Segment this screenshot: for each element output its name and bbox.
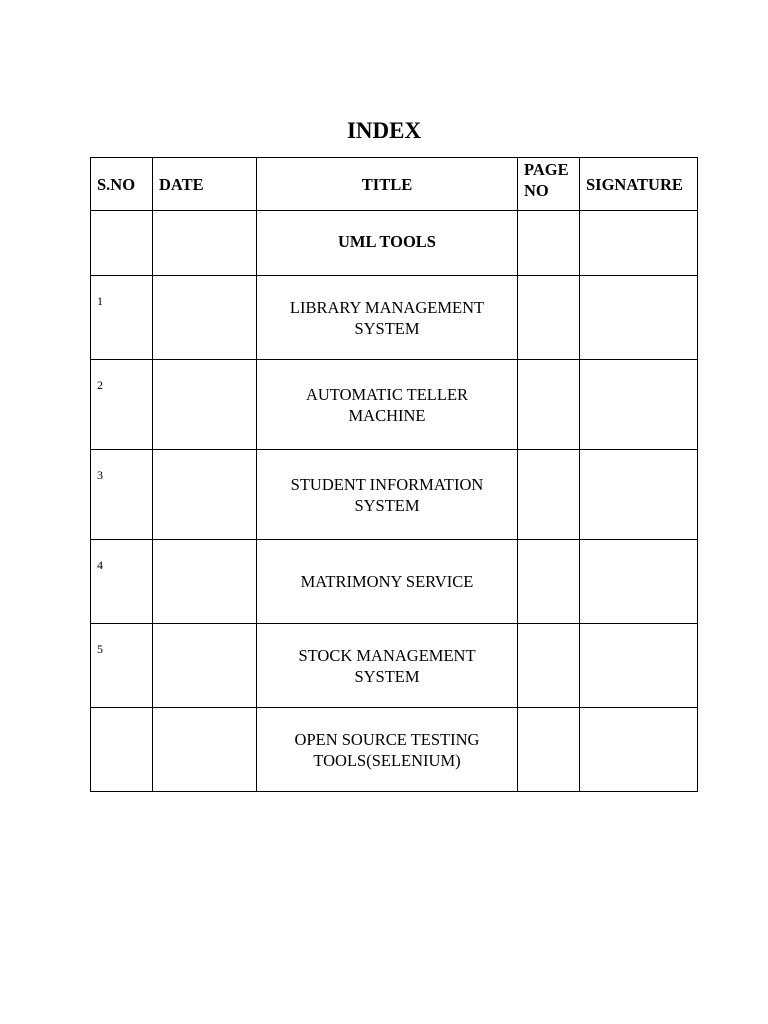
cell-sno: [91, 708, 153, 792]
header-title: TITLE: [257, 158, 518, 211]
header-page-no-line1: PAGE: [524, 160, 569, 179]
cell-page: [518, 276, 580, 360]
table-row: [91, 450, 698, 540]
cell-page: [518, 624, 580, 708]
cell-signature: [580, 540, 698, 624]
cell-date: [153, 450, 257, 540]
cell-date: [153, 708, 257, 792]
table-header-row: [91, 158, 698, 211]
cell-sno: 3: [91, 450, 153, 540]
title-line-2: SYSTEM: [354, 318, 420, 338]
cell-page: [518, 360, 580, 450]
cell-signature: [580, 276, 698, 360]
title-line-2: SYSTEM: [354, 666, 420, 686]
index-table: [90, 157, 698, 792]
cell-sno: 2: [91, 360, 153, 450]
title-line-1: STUDENT INFORMATION: [290, 474, 484, 494]
table-row: [91, 708, 698, 792]
cell-date: [153, 540, 257, 624]
cell-date: [153, 211, 257, 276]
cell-date: [153, 276, 257, 360]
cell-date: [153, 624, 257, 708]
cell-title: [257, 360, 518, 450]
section-row: [91, 211, 698, 276]
cell-title: [257, 276, 518, 360]
table-row: [91, 540, 698, 624]
page-title: INDEX: [346, 118, 422, 143]
title-line-1: STOCK MANAGEMENT: [298, 645, 476, 665]
title-line-2: TOOLS(SELENIUM): [313, 750, 461, 770]
cell-title: [257, 450, 518, 540]
cell-sno: [91, 211, 153, 276]
cell-signature: [580, 211, 698, 276]
cell-page: [518, 450, 580, 540]
title-line-1: OPEN SOURCE TESTING: [294, 729, 480, 749]
header-page-no-line2: NO: [524, 181, 549, 200]
cell-page: [518, 708, 580, 792]
cell-signature: [580, 624, 698, 708]
title-line-1: AUTOMATIC TELLER: [305, 384, 469, 404]
title-line-1: MATRIMONY SERVICE: [300, 572, 474, 591]
cell-signature: [580, 450, 698, 540]
title-line-1: LIBRARY MANAGEMENT: [289, 297, 485, 317]
cell-signature: [580, 360, 698, 450]
header-sno: S.NO: [91, 158, 153, 211]
cell-page: [518, 540, 580, 624]
cell-signature: [580, 708, 698, 792]
table-row: [91, 276, 698, 360]
cell-title: [257, 540, 518, 624]
table-row: [91, 360, 698, 450]
title-line-2: SYSTEM: [354, 495, 420, 515]
header-date: DATE: [153, 158, 257, 211]
title-line-2: MACHINE: [348, 405, 426, 425]
cell-sno: 4: [91, 540, 153, 624]
section-title: UML TOOLS: [257, 211, 518, 276]
cell-page: [518, 211, 580, 276]
cell-title: [257, 708, 518, 792]
cell-title: [257, 624, 518, 708]
cell-sno: 5: [91, 624, 153, 708]
cell-sno: 1: [91, 276, 153, 360]
header-signature: SIGNATURE: [580, 158, 698, 211]
table-row: [91, 624, 698, 708]
header-page-no: [518, 158, 580, 211]
cell-date: [153, 360, 257, 450]
